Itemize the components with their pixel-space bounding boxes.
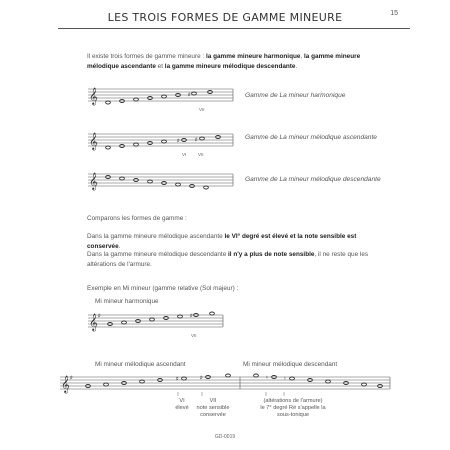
- ascending-paragraph: [87, 232, 372, 252]
- descending-paragraph: [87, 250, 372, 270]
- intro-paragraph: [87, 52, 372, 72]
- staff-melodic-asc: [88, 129, 238, 159]
- intro-sep: et: [155, 63, 165, 70]
- degree-mark: VII: [198, 152, 204, 157]
- intro-sep: ,: [300, 53, 305, 60]
- intro-harmonic: la gamme mineure harmonique: [205, 53, 301, 60]
- caption-melodic-desc: Gamme de La mineur mélodique descendante: [245, 176, 381, 183]
- svg-text:𝄞: 𝄞: [89, 132, 98, 150]
- svg-text:𝄞: 𝄞: [89, 172, 98, 190]
- page-title: LES TROIS FORMES DE GAMME MINEURE: [107, 11, 343, 24]
- intro-end: .: [295, 63, 298, 70]
- degree-mark: VII: [191, 333, 197, 338]
- intro-text: Il existe trois formes de gamme mineure :: [87, 53, 206, 60]
- sharp-sign: ♯: [200, 375, 203, 381]
- example-intro: Exemple en Mi mineur (gamme relative (Sol majeur) :: [87, 285, 239, 292]
- desc-bold: il n'y a plus de note sensible: [228, 251, 315, 258]
- intro-ascending: la gamme mineure mélodique ascendante: [87, 53, 361, 70]
- note-vi-text: VI élevé: [175, 398, 189, 411]
- example-asc-label: Mi mineur mélodique ascendant: [95, 361, 186, 368]
- sharp-sign: ♯: [176, 376, 179, 382]
- degree-mark: VII: [199, 107, 205, 112]
- svg-text:♯: ♯: [70, 375, 73, 381]
- example-harmonic-label: Mi mineur harmonique: [95, 298, 159, 305]
- degree-mark: VI: [182, 152, 187, 157]
- sharp-sign: ♯: [188, 92, 191, 98]
- desc-end: , il ne reste que les altérations de l'armure.: [87, 251, 369, 268]
- note-key-signature: [248, 398, 338, 419]
- example-desc-label: Mi mineur mélodique descendant: [243, 361, 338, 368]
- note-vii-text: VII note sensible conservée: [196, 398, 230, 418]
- compare-text: Comparons les formes de gamme :: [87, 215, 187, 222]
- desc-text: Dans la gamme mineure mélodique descendante: [87, 251, 229, 258]
- natural-sign: ♮: [266, 375, 268, 381]
- staff-melodic-desc: [88, 169, 238, 199]
- caption-harmonic: Gamme de La mineur harmonique: [245, 92, 346, 99]
- sharp-sign: ♯: [195, 137, 198, 143]
- natural-sign: ♮: [284, 376, 286, 382]
- intro-descending: la gamme mineure mélodique descendante: [164, 63, 296, 70]
- note-vii-kept: [190, 398, 236, 419]
- sharp-sign: ♯: [177, 138, 180, 144]
- sharp-sign: ♯: [190, 313, 193, 319]
- asc-bold: le VI° degré est élevé et la note sensible est conservée: [87, 233, 357, 250]
- caption-melodic-asc: Gamme de La mineur mélodique ascendante: [245, 134, 377, 141]
- svg-text:𝄞: 𝄞: [89, 313, 98, 331]
- svg-text:𝄞: 𝄞: [89, 87, 98, 105]
- asc-text: Dans la gamme mineure mélodique ascendante: [87, 233, 225, 240]
- header-rule: [58, 28, 410, 29]
- page-number: 15: [390, 10, 398, 17]
- footer-code: GD-0019: [214, 434, 236, 440]
- staff-mi-harmonic: [88, 310, 228, 340]
- svg-text:♯: ♯: [98, 313, 101, 319]
- svg-text:𝄞: 𝄞: [61, 375, 70, 393]
- note-key-signature-text: (altérations de l'armure) le 7° degré Ré s'appelle la sous-tonique: [260, 398, 326, 418]
- asc-end: .: [118, 243, 121, 250]
- staff-harmonic: [88, 84, 238, 114]
